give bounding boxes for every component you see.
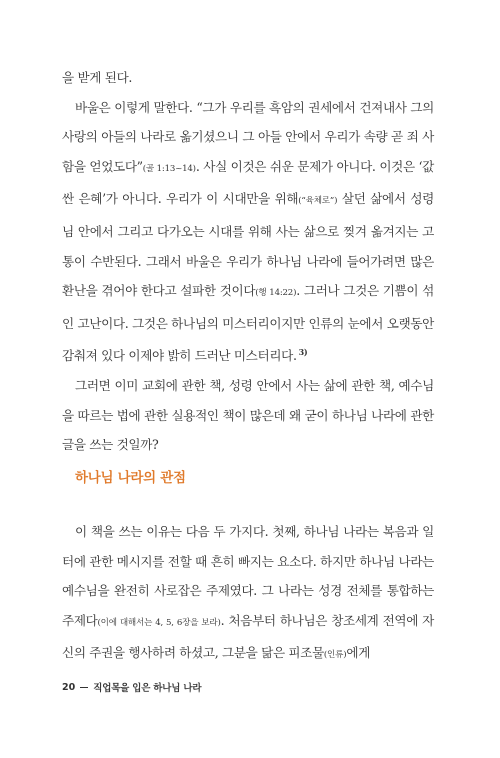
paul-quote-text: 바울은 이렇게 말한다. “그가 우리를 흑암의 권세에서 건져내사 그의 사랑의 아들의 나라로 옮기셨으니 그 아들 안에서 우리가 속량 곧 죄 사함을 얻었도다”	[62, 99, 434, 174]
humanity-ref: (인류)	[323, 650, 347, 661]
reasons-text-3: 에게	[346, 645, 371, 661]
footer-dash	[80, 687, 88, 688]
scripture-ref-colossians: (골 1:13~14)	[142, 163, 196, 174]
paragraph-paul-quote	[62, 93, 434, 371]
paul-quote-text-3: 살던 삶에서 성령님 안에서 그리고 다가오는 시대를 위해 사는 삶으로 찢겨 옮겨지는 고통이 수반된다. 그래서 바울은 우리가 하나님 나라에 들어가려면 많은 환난을 겪어야 한다고 설파한 것이다	[62, 191, 434, 299]
paragraph-why-write: 그러면 이미 교회에 관한 책, 성령 안에서 사는 삶에 관한 책, 예수님을 따르는 법에 관한 실용적인 책이 많은데 왜 굳이 하나님 나라에 관한 글을 쓰는 것일까?	[62, 377, 434, 453]
paragraph-continuation: 을 받게 된다.	[62, 70, 133, 85]
reasons-text-2: . 처음부터 하나님은 창조세계 전역에 자신의 주권을 행사하려 하셨고, 그분을 닮은 피조물	[62, 612, 434, 661]
paul-quote-text-2: . 사실 이것은 쉬운 문제가 아니다. 이것은 ‘값싼 은혜’가 아니다. 우리가 이 시대만을 위해	[62, 158, 434, 207]
chapter-ref: (이에 대해서는 4, 5, 6장을 보라)	[97, 617, 221, 628]
running-book-title: 직업목을 입은 하나님 나라	[93, 683, 202, 694]
page-footer	[62, 680, 201, 694]
body-text-top	[62, 63, 434, 460]
footnote-marker: 3)	[298, 347, 308, 358]
scripture-ref-flesh: (“육체로”)	[298, 196, 338, 207]
paragraph-reasons	[62, 517, 434, 671]
reasons-text: 이 책을 쓰는 이유는 다음 두 가지다. 첫째, 하나님 나라는 복음과 일터에 관한 메시지를 전할 때 흔히 빠지는 요소다. 하지만 하나님 나라는 예수님을 완전히 사로잡은 주제였다. 그 나라는 성경 전체를 통합하는 주제다	[62, 524, 434, 628]
body-text-bottom	[62, 517, 434, 671]
scripture-ref-acts: (행 14:22)	[255, 288, 297, 299]
section-heading: 하나님 나라의 관점	[75, 470, 186, 486]
page-number: 20	[62, 681, 76, 693]
paul-quote-text-4: . 그러나 그것은 기쁨이 섞인 고난이다. 그것은 하나님의 미스터리이지만 인류의 눈에서 오랫동안 감춰져 있다 이제야 밝히 드러난 미스터리다.	[62, 283, 434, 364]
